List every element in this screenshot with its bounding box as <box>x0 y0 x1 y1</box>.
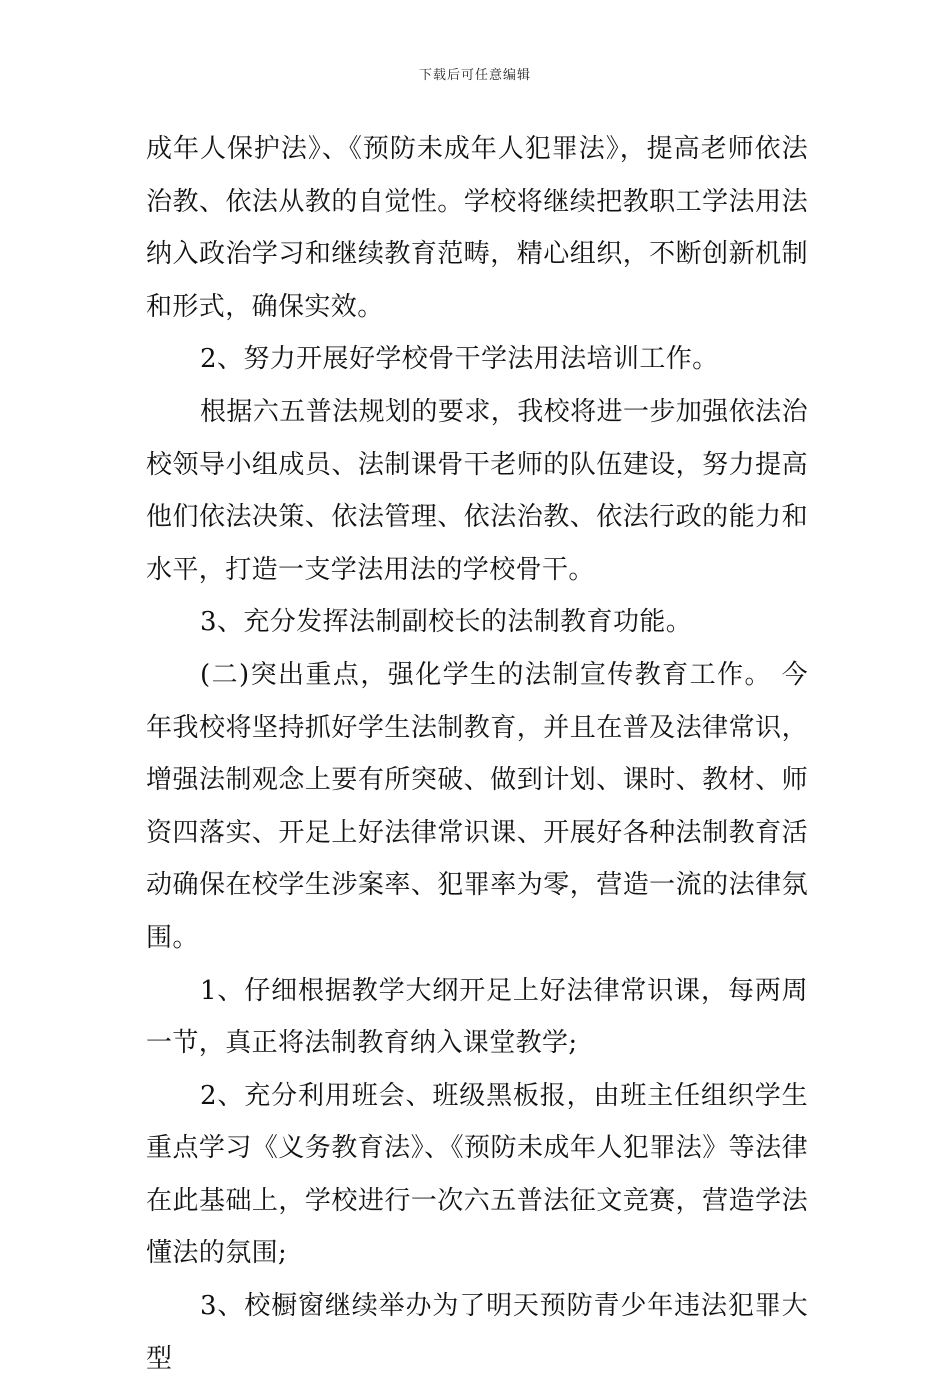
paragraph-3: 根据六五普法规划的要求，我校将进一步加强依法治校领导小组成员、法制课骨干老师的队伍建设，努力提高他们依法决策、依法管理、依法治教、依法行政的能力和水平，打造一支学法用法的学校骨干。 <box>146 396 808 585</box>
paragraph-4: 3、充分发挥法制副校长的法制教育功能。 <box>200 607 693 638</box>
paragraph-2: 2、努力开展好学校骨干学法用法培训工作。 <box>200 344 719 375</box>
page-header: 下载后可任意编辑 <box>418 68 531 83</box>
paragraph-7: 2、充分利用班会、班级黑板报，由班主任组织学生重点学习《义务教育法》、《预防未成年人犯罪法》等法律在此基础上，学校进行一次六五普法征文竞赛，营造学法懂法的氛围; <box>146 1080 808 1269</box>
paragraph-6: 1、仔细根据教学大纲开足上好法律常识课，每两周一节，真正将法制教育纳入课堂教学; <box>146 975 808 1059</box>
paragraph-1: 成年人保护法》、《预防未成年人犯罪法》，提高老师依法治教、依法从教的自觉性。学校将继续把教职工学法用法纳入政治学习和继续教育范畴，精心组织，不断创新机制和形式，确保实效。 <box>146 134 808 322</box>
paragraph-8: 3、校橱窗继续举办为了明天预防青少年违法犯罪大型 <box>146 1291 808 1374</box>
paragraph-5: (二)突出重点，强化学生的法制宣传教育工作。 今年我校将坚持抓好学生法制教育，并且在普及法律常识，增强法制观念上要有所突破、做到计划、课时、教材、师资四落实、开足上好法律常识课、开展好各种法制教育活动确保在校学生涉案率、犯罪率为零，营造一流的法律氛围。 <box>146 659 808 953</box>
document-body <box>146 123 808 1385</box>
